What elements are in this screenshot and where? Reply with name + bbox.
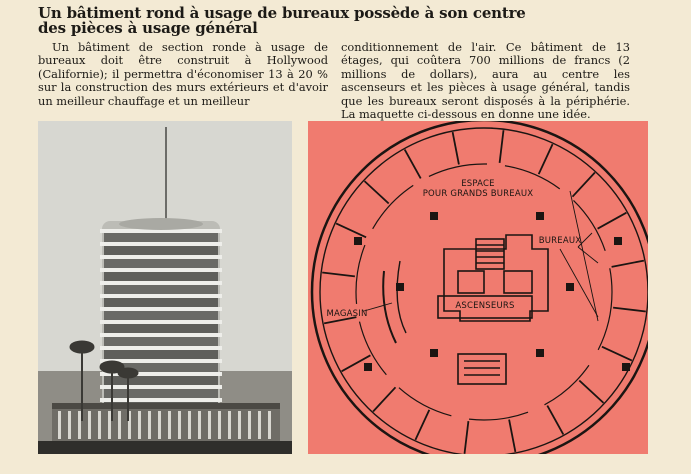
article-text-right: conditionnement de l'air. Ce bâtiment de 13 étages, qui coûtera 700 millions de francs (2 millions de dollars), aura au centre les ascenseurs et les pièces à usage général, tandis que les bureaux seront disposés à la périphérie. La maquette ci-dessous en donne une idée. [341, 40, 630, 122]
stair-block [458, 354, 506, 384]
label-espace-line2: POUR GRANDS BUREAUX [422, 189, 534, 199]
article-title [38, 6, 658, 36]
tower-floors [100, 229, 222, 411]
title-line-2: des pièces à usage général [38, 19, 258, 37]
floor-plan-drawing [308, 121, 648, 454]
label-espace-line1: ESPACE [461, 179, 495, 189]
building-photo [38, 121, 292, 454]
article-text-left: Un bâtiment de section ronde à usage de bureaux doit être construit à Hollywood (Californie); il permettra d'économiser 13 à 20 % sur la construction des murs extérieurs et d'avoir un meilleur chauffage et un meilleur [38, 40, 328, 108]
label-magasin: MAGASIN [326, 309, 368, 319]
building-illustration [38, 121, 292, 454]
floor-plan [308, 121, 648, 454]
label-bureaux: BUREAUX [538, 236, 582, 246]
label-ascenseurs: ASCENSEURS [455, 301, 515, 311]
title-line-1: Un bâtiment rond à usage de bureaux possède à son centre [38, 4, 526, 22]
label-espace [408, 179, 548, 199]
